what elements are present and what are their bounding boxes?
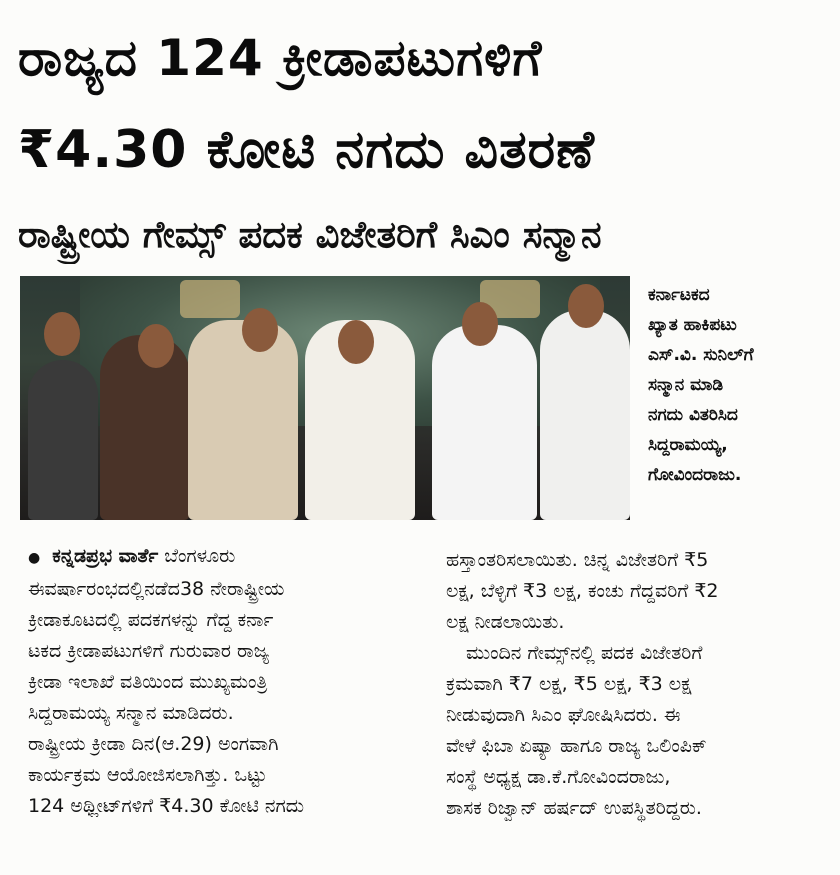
- person-head: [44, 312, 80, 356]
- article-line: ವೇಳೆ ಫಿಬಾ ಏಷ್ಯಾ ಹಾಗೂ ರಾಜ್ಯ ಒಲಿಂಪಿಕ್: [446, 735, 707, 757]
- headline-line-1: ರಾಜ್ಯದ 124 ಕ್ರೀಡಾಪಟುಗಳಿಗೆ: [18, 29, 543, 87]
- news-photo: [20, 276, 630, 520]
- article-line: ಮುಂದಿನ ಗೇಮ್ಸ್‌ನಲ್ಲಿ ಪದಕ ವಿಜೇತರಿಗೆ: [466, 642, 703, 664]
- article-line: ಲಕ್ಷ ನೀಡಲಾಯಿತು.: [446, 611, 565, 633]
- person-figure: [28, 360, 98, 520]
- person-head: [568, 284, 604, 328]
- article-line: ಈವರ್ಷಾರಂಭದಲ್ಲಿನಡೆದ38 ನೇರಾಷ್ಟ್ರೀಯ: [28, 578, 285, 600]
- article-line: ಕ್ರೀಡಾ ಇಲಾಖೆ ವತಿಯಿಂದ ಮುಖ್ಯಮಂತ್ರಿ: [28, 671, 268, 693]
- person-head: [138, 324, 174, 368]
- article-line: ಕಾರ್ಯಕ್ರಮ ಆಯೋಜಿಸಲಾಗಿತ್ತು. ಒಟ್ಟು: [28, 764, 267, 786]
- byline: [28, 541, 424, 574]
- caption-line: ಕರ್ನಾಟಕದ: [648, 285, 710, 305]
- caption-line: ಸಿದ್ದರಾಮಯ್ಯ,: [648, 435, 728, 455]
- person-figure: [188, 320, 298, 520]
- caption-line: ಎಸ್.ವಿ. ಸುನಿಲ್‌ಗೆ: [648, 345, 754, 365]
- person-figure: [432, 325, 537, 520]
- person-head: [338, 320, 374, 364]
- byline-place: ಬೆಂಗಳೂರು: [164, 545, 236, 567]
- article-line: ಕ್ರಮವಾಗಿ ₹7 ಲಕ್ಷ, ₹5 ಲಕ್ಷ, ₹3 ಲಕ್ಷ: [446, 673, 692, 695]
- emblem-left: [180, 280, 240, 318]
- person-head: [242, 308, 278, 352]
- article-line: ಟಕದ ಕ್ರೀಡಾಪಟುಗಳಿಗೆ ಗುರುವಾರ ರಾಜ್ಯ: [28, 640, 270, 662]
- caption-line: ಸನ್ಮಾನ ಮಾಡಿ: [648, 375, 724, 395]
- article-line: ಕ್ರೀಡಾಕೂಟದಲ್ಲಿ ಪದಕಗಳನ್ನು ಗೆದ್ದ ಕರ್ನಾ: [28, 609, 274, 631]
- person-figure: [540, 310, 630, 520]
- caption-line: ನಗದು ವಿತರಿಸಿದ: [648, 405, 738, 425]
- article-line: 124 ಅಥ್ಲೀಟ್‌ಗಳಿಗೆ ₹4.30 ಕೋಟಿ ನಗದು: [28, 795, 305, 817]
- article-line: ಲಕ್ಷ, ಬೆಳ್ಳಿಗೆ ₹3 ಲಕ್ಷ, ಕಂಚು ಗೆದ್ದವರಿಗೆ ₹2: [446, 580, 719, 602]
- headline-line-2: ₹4.30 ಕೋಟಿ ನಗದು ವಿತರಣೆ: [18, 120, 596, 180]
- article-column-left: [28, 541, 424, 822]
- article-line: ಹಸ್ತಾಂತರಿಸಲಾಯಿತು. ಚಿನ್ನ ವಿಜೇತರಿಗೆ ₹5: [446, 549, 709, 571]
- article-line: ರಾಷ್ಟ್ರೀಯ ಕ್ರೀಡಾ ದಿನ(ಆ.29) ಅಂಗವಾಗಿ: [28, 733, 279, 755]
- article-line: ನೀಡುವುದಾಗಿ ಸಿಎಂ ಘೋಷಿಸಿದರು. ಈ: [446, 704, 681, 726]
- caption-line: ಖ್ಯಾತ ಹಾಕಿಪಟು: [648, 315, 737, 335]
- caption-line: ಗೋವಿಂದರಾಜು.: [648, 465, 742, 485]
- article-line: ಸಿದ್ದರಾಮಯ್ಯ ಸನ್ಮಾನ ಮಾಡಿದರು.: [28, 702, 234, 724]
- photo-caption: [648, 280, 828, 490]
- article-column-right: [446, 545, 830, 824]
- bullet-icon: ●: [28, 550, 41, 566]
- byline-source: ಕನ್ನಡಪ್ರಭ ವಾರ್ತೆ: [52, 545, 159, 567]
- article-line: ಶಾಸಕ ರಿಜ್ವಾನ್ ಹರ್ಷದ್ ಉಪಸ್ಥಿತರಿದ್ದರು.: [446, 797, 702, 819]
- subheadline: ರಾಷ್ಟ್ರೀಯ ಗೇಮ್ಸ್ ಪದಕ ವಿಜೇತರಿಗೆ ಸಿಎಂ ಸನ್ಮಾನ: [18, 213, 602, 256]
- person-head: [462, 302, 498, 346]
- article-line: ಸಂಸ್ಥೆ ಅಧ್ಯಕ್ಷ ಡಾ.ಕೆ.ಗೋವಿಂದರಾಜು,: [446, 766, 671, 788]
